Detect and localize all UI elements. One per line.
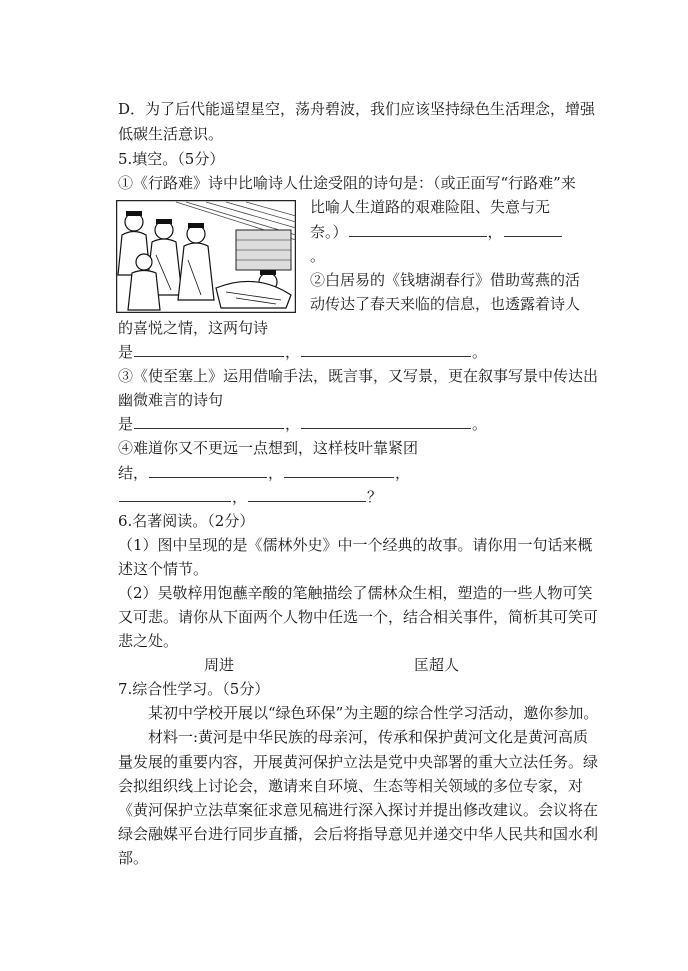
answer-blank[interactable]: [248, 487, 366, 502]
comma: ，: [285, 415, 301, 433]
q7-material-1-cont1: 量发展的重要内容，开展黄河保护立法是党中央部署的重大立法任务。绿: [118, 753, 599, 771]
answer-blank[interactable]: [504, 222, 562, 237]
question-5-heading: 5.填空。（5分）: [118, 150, 225, 168]
question-6-heading: 6.名著阅读。（2分）: [118, 512, 255, 530]
answer-prefix: 结，: [118, 464, 149, 482]
answer-blank[interactable]: [149, 463, 267, 478]
answer-blank[interactable]: [134, 414, 284, 429]
q5-item-3: ③《使至塞上》运用借喻手法，既言事，又写景，更在叙事写景中传达出: [118, 367, 599, 385]
comma: ，: [232, 488, 248, 506]
q5-item-3-cont: 幽微难言的诗句: [118, 391, 224, 409]
comma: ，: [487, 223, 503, 241]
q7-material-1-cont4: 绿会融媒平台进行同步直播，会后将指导意见并递交中华人民共和国水利: [118, 825, 599, 843]
q7-material-1-cont2: 会拟组织线上讨论会，邀请来自环境、生态等相关领域的多位专家，对: [118, 777, 584, 795]
question-mark: ？: [367, 488, 383, 506]
answer-blank[interactable]: [301, 342, 471, 357]
q7-material-1-cont3: 《黄河保护立法草案征求意见稿进行深入探讨并提出修改建议。会议将在: [118, 801, 599, 819]
answer-blank[interactable]: [284, 463, 394, 478]
choice-zhou-jin: 周进: [204, 656, 235, 674]
q5-item-4-answer-1: [118, 463, 410, 483]
answer-prefix: 奈。）: [310, 223, 348, 241]
q6-item-1: （1）图中呈现的是《儒林外史》中一个经典的故事。请你用一句话来概: [118, 536, 593, 554]
q5-item-1-cont: 比喻人生道路的艰难险阻、失意与无: [310, 198, 551, 216]
period: 。: [472, 415, 488, 433]
q7-material-1-cont5: 部。: [118, 849, 149, 867]
q7-intro: 某初中学校开展以“绿色环保”为主题的综合性学习活动，邀你参加。: [148, 704, 599, 722]
q5-item-4: ④难道你又不更远一点想到，这样枝叶靠紧团: [118, 439, 419, 457]
q6-item-2-cont2: 悲之处。: [118, 632, 179, 650]
q5-item-3-answer: [118, 414, 487, 434]
q6-item-1-cont: 述这个情节。: [118, 560, 209, 578]
rulin-waishi-scene-illustration: [116, 200, 296, 313]
question-7-heading: 7.综合性学习。（5分）: [118, 680, 270, 698]
answer-prefix: 是: [118, 343, 134, 361]
answer-prefix: 是: [118, 415, 134, 433]
q5-item-4-answer-2: [118, 487, 382, 507]
comma: ，: [268, 464, 284, 482]
line-option-d-cont: 低碳生活意识。: [118, 125, 224, 143]
choice-kuang-chaoren: 匡超人: [414, 656, 460, 674]
q6-item-2-cont: 又可悲。请你从下面两个人物中任选一个，结合相关事件，简析其可笑可: [118, 608, 599, 626]
answer-blank[interactable]: [119, 487, 231, 502]
q5-item-2-cont2: 的喜悦之情，这两句诗: [118, 319, 269, 337]
q5-item-2-answer: [118, 342, 487, 362]
q5-item-2: ②白居易的《钱塘湖春行》借助莺燕的活: [310, 271, 581, 289]
answer-blank[interactable]: [349, 222, 487, 237]
q7-material-1: 材料一:黄河是中华民族的母亲河，传承和保护黄河文化是黄河高质: [148, 728, 589, 746]
q5-item-2-cont: 动传达了春天来临的信息，也透露着诗人: [310, 295, 581, 313]
q5-item-1: ①《行路难》诗中比喻诗人仕途受阻的诗句是：（或正面写“行路难”来: [118, 174, 576, 192]
q6-item-2: （2）吴敬梓用饱蘸辛酸的笔触描绘了儒林众生相，塑造的一些人物可笑: [118, 584, 593, 602]
q5-item-1-end: 。: [310, 247, 326, 265]
answer-blank[interactable]: [301, 414, 471, 429]
period: 。: [472, 343, 488, 361]
answer-blank[interactable]: [134, 342, 284, 357]
line-option-d: D．为了后代能遥望星空，荡舟碧波，我们应该坚持绿色生活理念，增强: [118, 100, 596, 118]
q5-item-1-answer: [310, 222, 563, 242]
comma: ，: [395, 464, 411, 482]
comma: ，: [285, 343, 301, 361]
